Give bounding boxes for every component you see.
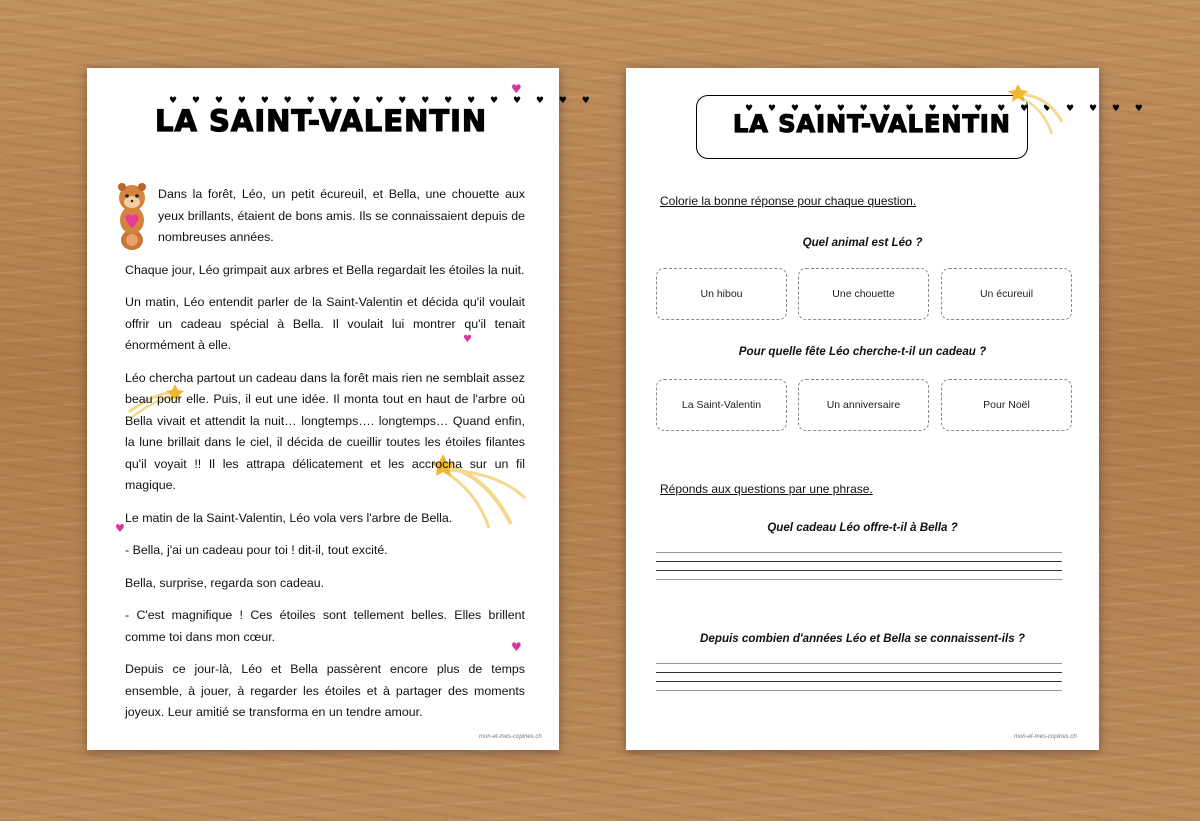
instruction-color: Colorie la bonne réponse pour chaque question. <box>660 194 917 208</box>
title-hearts-decoration: ♥ ♥ ♥ ♥ ♥ ♥ ♥ ♥ ♥ ♥ ♥ ♥ ♥ ♥ ♥ ♥ ♥ ♥ <box>745 104 1149 114</box>
story-paragraph: Bella, surprise, regarda son cadeau. <box>125 575 325 590</box>
story-paragraph: Dans la forêt, Léo, un petit écureuil, et Bella, une chouette aux yeux brillants, étaient de bons amis. Ils se connaissaient depuis de nombreuses années. <box>158 187 525 244</box>
worksheet-page <box>626 68 1149 750</box>
answer-option[interactable]: Pour Noël <box>941 379 1072 431</box>
answer-option[interactable]: Un anniversaire <box>798 379 929 431</box>
story-paragraph: - C'est magnifique ! Ces étoiles sont tellement belles. Elles brillent comme toi dans mon cœur. <box>125 608 525 644</box>
heart-icon: ♥ <box>463 334 472 345</box>
instruction-sentence: Réponds aux questions par une phrase. <box>660 482 873 496</box>
heart-icon: ♥ <box>115 522 125 535</box>
answer-row-1 <box>656 268 1072 320</box>
heart-icon: ♥ <box>511 82 522 96</box>
shooting-star-icon <box>1004 82 1066 142</box>
story-paragraph: - Bella, j'ai un cadeau pour toi ! dit-il, tout excité. <box>125 543 388 557</box>
answer-row-2 <box>656 379 1072 431</box>
story-paragraph: Chaque jour, Léo grimpait aux arbres et Bella regardait les étoiles la nuit. <box>125 262 525 277</box>
story-page <box>87 68 596 750</box>
answer-option[interactable]: Un écureuil <box>941 268 1072 320</box>
story-paragraph: Un matin, Léo entendit parler de la Saint-Valentin et décida qu'il voulait offrir un cadeau spécial à Bella. Il voulait lui montrer qu'il tenait énormément à elle. <box>125 295 525 352</box>
answer-option[interactable]: La Saint-Valentin <box>656 379 787 431</box>
footer-url: mon-et-mes-copines.ch <box>479 734 542 740</box>
open-question-2: Depuis combien d'années Léo et Bella se connaissent-ils ? <box>700 632 1025 645</box>
heart-icon: ♥ <box>511 640 522 654</box>
worksheet-title: LA SAINT-VALENTIN <box>733 110 1011 138</box>
answer-option[interactable]: Une chouette <box>798 268 929 320</box>
question-2: Pour quelle fête Léo cherche-t-il un cadeau ? <box>738 345 987 358</box>
answer-option[interactable]: Un hibou <box>656 268 787 320</box>
story-title: LA SAINT-VALENTIN <box>155 104 488 138</box>
story-paragraph: Depuis ce jour-là, Léo et Bella passèrent encore plus de temps ensemble, à jouer, à regarder les étoiles et à partager des moments joyeux. Leur amitié se transforma en un tendre amour. <box>125 662 525 719</box>
question-1: Quel animal est Léo ? <box>802 236 923 249</box>
answer-lines-1[interactable] <box>656 552 1062 588</box>
open-question-1: Quel cadeau Léo offre-t-il à Bella ? <box>767 521 958 534</box>
title-hearts-decoration: ♥ ♥ ♥ ♥ ♥ ♥ ♥ ♥ ♥ ♥ ♥ ♥ ♥ ♥ ♥ ♥ ♥ ♥ ♥ <box>169 96 596 106</box>
answer-lines-2[interactable] <box>656 663 1062 699</box>
story-paragraph: Léo chercha partout un cadeau dans la forêt mais rien ne semblait assez beau pour elle. Puis, il eut une idée. Il monta tout en haut de l'arbre où Bella vivait et attendit la nuit… longtemps…. longtemps… Quand enfin, la lune brillait dans le ciel, il décida de cueillir toutes les étoiles filantes qu'il voyait !! Il les attrapa délicatement et les accrocha sur un fil magique. <box>125 370 525 492</box>
footer-url: mon-et-mes-copines.ch <box>1014 734 1077 740</box>
title-box <box>696 95 1149 159</box>
story-text <box>125 184 525 735</box>
story-paragraph: Le matin de la Saint-Valentin, Léo vola vers l'arbre de Bella. <box>125 510 453 525</box>
